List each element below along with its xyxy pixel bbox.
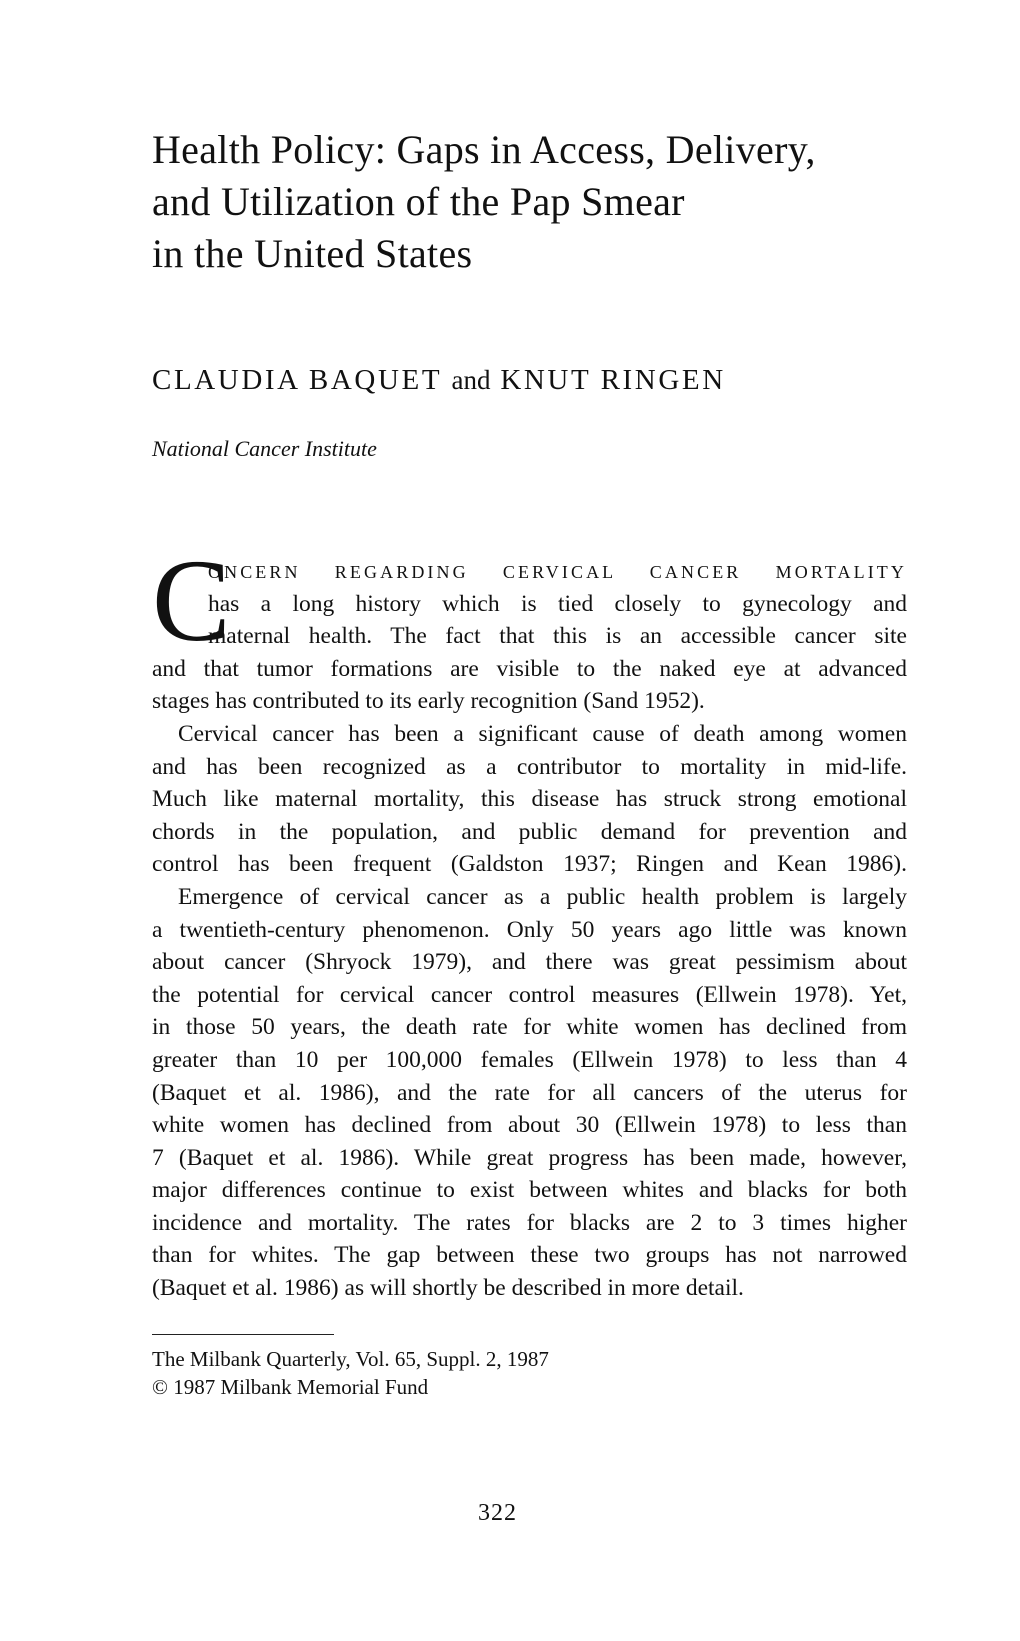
footnote-divider	[152, 1334, 334, 1335]
body-line: Much like maternal mortality, this disease has struck strong emotional	[152, 786, 907, 813]
body-line: white women has declined from about 30 (Ellwein 1978) to less than	[152, 1112, 907, 1139]
body-text	[152, 555, 907, 1305]
body-line: 7 (Baquet et al. 1986). While great progress has been made, however,	[152, 1144, 907, 1171]
body-line: the potential for cervical cancer control measures (Ellwein 1978). Yet,	[152, 981, 907, 1008]
body-line: than for whites. The gap between these two groups has not narrowed	[152, 1242, 907, 1269]
drop-cap: C	[152, 535, 231, 666]
copyright-notice: © 1987 Milbank Memorial Fund	[152, 1375, 429, 1399]
author-name: KNUT RINGEN	[500, 364, 726, 396]
body-line: greater than 10 per 100,000 females (Ellwein 1978) to less than 4	[152, 1046, 907, 1073]
body-line: Emergence of cervical cancer as a public health problem is largely	[178, 883, 907, 910]
body-line: in those 50 years, the death rate for white women has declined from	[152, 1014, 907, 1041]
title-line: and Utilization of the Pap Smear	[152, 179, 685, 224]
author-conjunction: and	[451, 365, 491, 395]
body-line: about cancer (Shryock 1979), and there was great pessimism about	[152, 949, 907, 976]
body-line: major differences continue to exist between whites and blacks for both	[152, 1177, 907, 1204]
body-line: chords in the population, and public demand for prevention and	[152, 818, 907, 845]
body-line: Cervical cancer has been a significant cause of death among women	[178, 720, 907, 747]
body-line: control has been frequent (Galdston 1937; Ringen and Kean 1986).	[152, 851, 907, 878]
author-line	[152, 364, 726, 397]
body-line: maternal health. The fact that this is an accessible cancer site	[208, 623, 907, 650]
page-number: 322	[478, 1500, 517, 1526]
author-name: CLAUDIA BAQUET	[152, 364, 442, 396]
body-line: (Baquet et al. 1986) as will shortly be described in more detail.	[152, 1275, 744, 1302]
article-title	[152, 124, 892, 280]
opening-smallcaps: ONCERN REGARDING CERVICAL CANCER MORTALITY	[208, 562, 907, 582]
body-line: stages has contributed to its early recognition (Sand 1952).	[152, 688, 705, 715]
footnote	[152, 1345, 549, 1401]
title-line: Health Policy: Gaps in Access, Delivery,	[152, 127, 816, 172]
body-line: has a long history which is tied closely to gynecology and	[208, 590, 907, 617]
title-line: in the United States	[152, 231, 473, 276]
body-line: and that tumor formations are visible to the naked eye at advanced	[152, 655, 907, 682]
opening-line	[152, 555, 907, 588]
body-line: incidence and mortality. The rates for blacks are 2 to 3 times higher	[152, 1209, 907, 1236]
body-line: (Baquet et al. 1986), and the rate for all cancers of the uterus for	[152, 1079, 907, 1106]
body-line: and has been recognized as a contributor to mortality in mid-life.	[152, 753, 907, 780]
body-line: a twentieth-century phenomenon. Only 50 years ago little was known	[152, 916, 907, 943]
journal-citation: The Milbank Quarterly, Vol. 65, Suppl. 2, 1987	[152, 1347, 549, 1371]
author-affiliation: National Cancer Institute	[152, 436, 377, 461]
